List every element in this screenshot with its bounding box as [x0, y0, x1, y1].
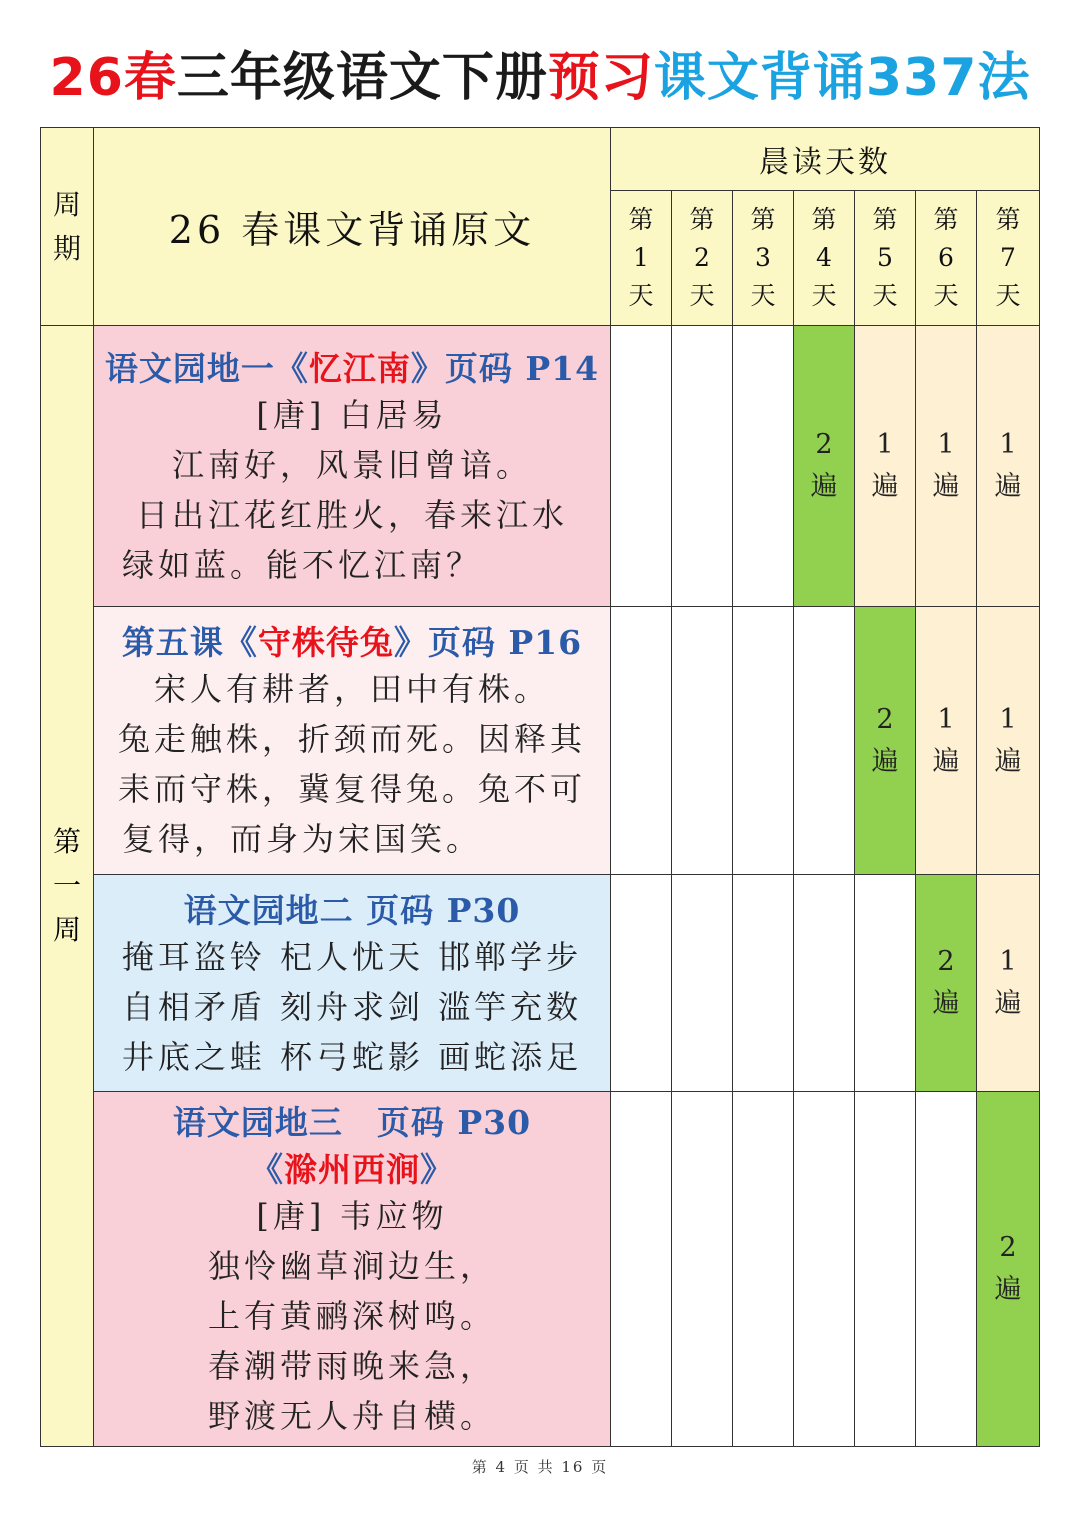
table-row — [41, 875, 1040, 1092]
count-cell — [794, 607, 855, 875]
title-part-year: 26春 — [49, 48, 177, 108]
count-text: 1 — [999, 946, 1017, 977]
day-header-1: 第 1 天 — [611, 191, 672, 326]
count-cell — [916, 607, 977, 875]
count-text: 遍 — [932, 745, 960, 777]
count-cell — [672, 326, 733, 607]
idiom-line: 自相矛盾 刻舟求剑 滥竽充数 — [121, 987, 583, 1026]
count-text: 1 — [937, 703, 955, 735]
count-cell — [611, 875, 672, 1092]
poem-author: [唐] 白居易 — [256, 395, 448, 434]
count-cell — [794, 326, 855, 607]
week-label-week-one: 第 一 周 — [41, 326, 94, 1447]
count-cell — [916, 326, 977, 607]
count-text: 遍 — [810, 471, 838, 502]
count-cell — [794, 875, 855, 1092]
count-text: 遍 — [932, 988, 960, 1019]
poem-line: 春潮带雨晚来急， — [207, 1347, 496, 1385]
lesson-title: 语文园地二 页码 P30 — [183, 890, 521, 930]
title-part-preview: 预习 — [547, 48, 654, 108]
recitation-plan-table — [40, 127, 1040, 1447]
count-text: 2 — [876, 703, 894, 735]
poem-line: 绿如蓝。能不忆江南？ — [122, 545, 483, 584]
poem-line: 上有黄鹂深树鸣。 — [207, 1297, 496, 1335]
count-text: 遍 — [994, 471, 1022, 502]
count-text: 1 — [876, 429, 894, 460]
count-cell — [672, 1092, 733, 1447]
idiom-line: 掩耳盗铃 杞人忧天 邯郸学步 — [121, 937, 583, 976]
poem-line: 独怜幽草涧边生， — [207, 1247, 496, 1285]
lesson-idioms — [94, 875, 611, 1092]
table-row — [41, 326, 1040, 607]
lesson-yi-jiang-nan — [94, 326, 611, 607]
poem-line: 日出江花红胜火，春来江水 — [135, 495, 568, 534]
lesson-title: 语文园地三 页码 P30 — [172, 1103, 532, 1142]
poem-line: 江南好，风景旧曾谙。 — [171, 445, 532, 484]
count-cell — [855, 326, 916, 607]
count-cell — [733, 607, 794, 875]
poem-line: 野渡无人舟自横。 — [207, 1397, 496, 1435]
count-text: 1 — [999, 429, 1017, 460]
count-cell — [611, 1092, 672, 1447]
lesson-title: 语文园地一《忆江南》页码 P14 — [104, 348, 600, 388]
day-header-7: 第 7 天 — [977, 191, 1040, 326]
count-text: 遍 — [994, 1274, 1022, 1305]
table-row — [41, 1092, 1040, 1447]
page-title — [0, 38, 1080, 118]
count-text: 遍 — [871, 745, 899, 777]
count-cell — [794, 1092, 855, 1447]
count-text: 遍 — [994, 988, 1022, 1019]
count-text: 遍 — [994, 745, 1022, 777]
title-part-grade: 三年级语文下册 — [176, 48, 548, 108]
text-line: 耒而守株，冀复得兔。兔不可 — [117, 770, 586, 808]
day-header-3: 第 3 天 — [733, 191, 794, 326]
day-header-2: 第 2 天 — [672, 191, 733, 326]
count-text: 遍 — [932, 471, 960, 502]
count-text: 2 — [937, 946, 955, 977]
poem-author: [唐] 韦应物 — [256, 1197, 448, 1235]
count-text: 2 — [999, 1232, 1017, 1263]
header-morning-reading-days: 晨读天数 — [611, 128, 1040, 191]
count-text: 遍 — [871, 471, 899, 502]
count-cell — [977, 875, 1040, 1092]
count-cell — [733, 1092, 794, 1447]
count-cell — [977, 607, 1040, 875]
day-header-5: 第 5 天 — [855, 191, 916, 326]
lesson-chu-zhou-xi-jian — [94, 1092, 611, 1447]
count-text: 1 — [999, 703, 1017, 735]
count-cell — [977, 326, 1040, 607]
day-header-6: 第 6 天 — [916, 191, 977, 326]
count-cell — [733, 326, 794, 607]
count-cell — [855, 607, 916, 875]
count-cell — [672, 607, 733, 875]
count-cell — [611, 607, 672, 875]
idiom-line: 井底之蛙 杯弓蛇影 画蛇添足 — [121, 1037, 583, 1076]
count-text: 1 — [937, 429, 955, 460]
count-cell — [855, 875, 916, 1092]
text-line: 兔走触株，折颈而死。因释其 — [117, 720, 586, 758]
lesson-title: 第五课《守株待兔》页码 P16 — [121, 623, 583, 662]
count-cell — [733, 875, 794, 1092]
count-cell — [916, 1092, 977, 1447]
lesson-subtitle: 《滁州西涧》 — [250, 1150, 454, 1189]
count-cell — [855, 1092, 916, 1447]
count-cell — [611, 326, 672, 607]
count-cell — [977, 1092, 1040, 1447]
title-part-method: 课文背诵337法 — [653, 48, 1031, 108]
text-line: 宋人有耕者，田中有株。 — [153, 670, 550, 708]
table-row — [41, 607, 1040, 875]
lesson-shou-zhu-dai-tu — [94, 607, 611, 875]
header-recitation-text: 26 春课文背诵原文 — [94, 128, 611, 326]
page-footer: 第 4 页 共 16 页 — [471, 1458, 609, 1476]
count-cell — [672, 875, 733, 1092]
count-cell — [916, 875, 977, 1092]
day-header-4: 第 4 天 — [794, 191, 855, 326]
count-text: 2 — [815, 429, 833, 460]
text-line: 复得，而身为宋国笑。 — [122, 820, 483, 858]
header-week-period: 周 期 — [41, 128, 94, 326]
